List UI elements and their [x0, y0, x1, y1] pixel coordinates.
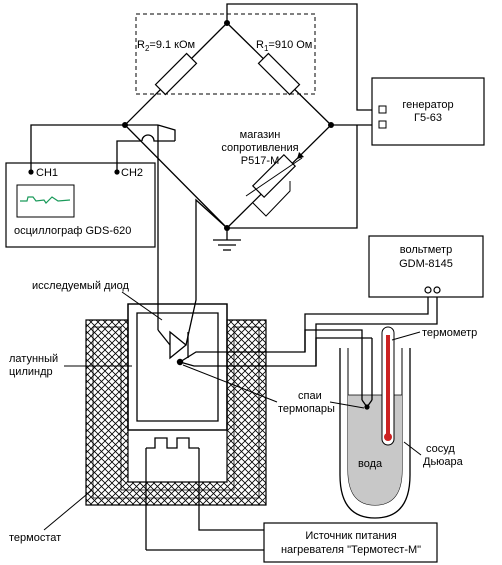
voltmeter-terminal-2 [434, 287, 440, 293]
store-label-3: Р517-М [240, 155, 280, 167]
wire-crossover-join [158, 125, 175, 141]
thermometer-label: термометр [422, 327, 478, 339]
ground-symbol [213, 240, 241, 250]
diode-symbol [158, 296, 188, 358]
generator-terminal-1 [379, 106, 386, 113]
thermometer [382, 327, 394, 445]
resistor-r1 [258, 53, 299, 94]
ch2-label: CH2 [121, 167, 144, 179]
water-label: вода [358, 458, 383, 470]
generator-label-2: Г5-63 [414, 112, 442, 124]
generator-terminal-2 [379, 121, 386, 128]
junction-label-2: термопары [278, 403, 335, 415]
voltmeter-label-1: вольтметр [399, 244, 453, 256]
dewar-label-2: Дьюара [423, 456, 463, 468]
heater-element [146, 438, 199, 448]
brass-cylinder-inner [137, 313, 218, 421]
r2-label: $R_2=9.1$ кОм [137, 39, 196, 53]
wire-diode-cathode [186, 233, 196, 345]
resistor-r2 [155, 53, 196, 94]
diode-label: исследуемый диод [32, 280, 129, 292]
brass-cylinder-outer [128, 304, 227, 430]
voltmeter-terminal-1 [425, 287, 431, 293]
brass-label-1: латунный [9, 353, 59, 365]
thermostat-label: термостат [9, 532, 62, 544]
store-label-2: сопротивления [221, 142, 299, 154]
dewar-label-1: сосуд [426, 443, 455, 455]
thermometer-leader [392, 332, 420, 340]
power-supply-box [264, 523, 437, 562]
ch1-label: CH1 [36, 167, 59, 179]
brass-label-2: цилиндр [9, 366, 53, 378]
oscilloscope-label: осциллограф GDS-620 [14, 225, 132, 237]
power-label-2: нагревателя "Термотест-М" [280, 544, 422, 556]
dewar-vessel [340, 348, 410, 518]
generator-label-1: генератор [402, 99, 454, 111]
wire-bottom-branch [196, 200, 227, 233]
voltmeter-label-2: GDM-8145 [399, 258, 453, 270]
dewar-leader [404, 442, 421, 455]
thermostat-leader [44, 490, 92, 530]
r1-label: $R_1=910$ Ом [256, 39, 313, 53]
store-label-1: магазин [239, 129, 281, 141]
junction-label-1: спаи [298, 390, 322, 402]
power-label-1: Источник питания [305, 530, 397, 542]
